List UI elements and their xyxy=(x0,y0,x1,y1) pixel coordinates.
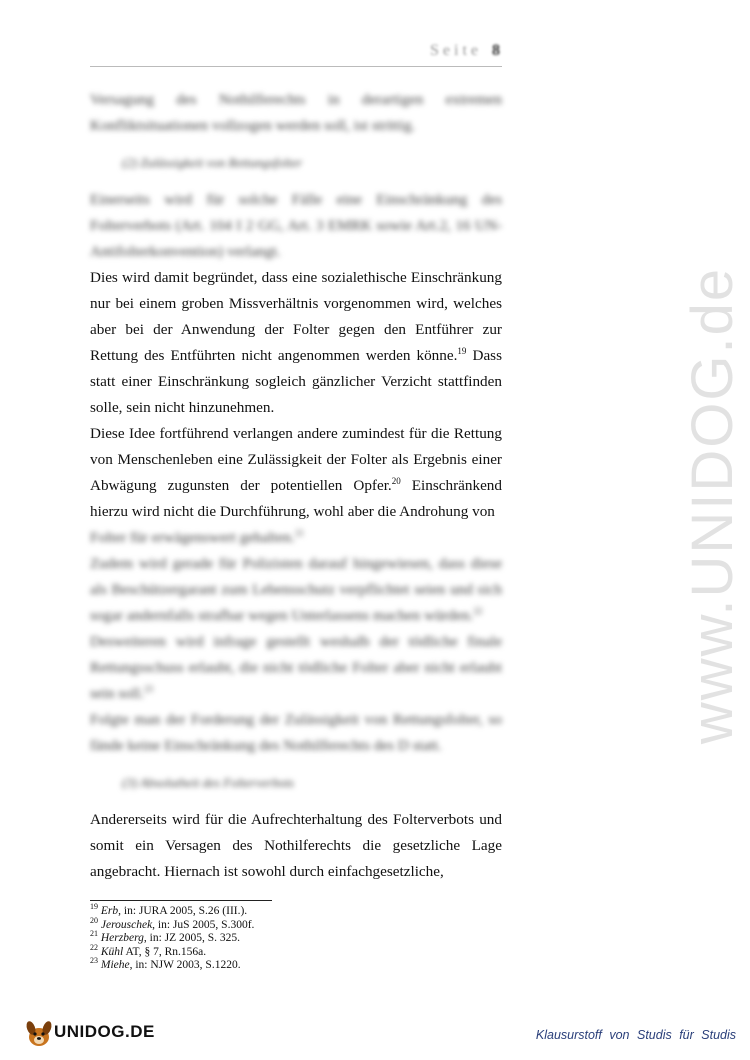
footnotes xyxy=(90,902,502,973)
blurred-paragraph-4: Desweiteren wird infrage gestellt weshalb der tödliche finale Rettungsschuss erlaubt, die nicht tödliche Folter aber nicht erlaubt sein soll.$^{23}$ xyxy=(90,633,502,702)
footnote-19: $^{19}$ Erb, in: JURA 2005, S.26 (III.). xyxy=(90,902,248,917)
logo-text: UNIDOG.DE xyxy=(54,1022,155,1041)
dog-icon xyxy=(22,1016,56,1050)
unidog-logo xyxy=(22,1016,155,1050)
paragraph-andererseits: Andererseits wird für die Aufrechterhaltung des Folterverbots und somit ein Versagen des Nothilferechts die gesetzliche Lage angebracht. Hiernach ist sowohl durch einfachgesetzliche, xyxy=(90,811,502,880)
footer-tagline: Klausurstoff von Studis für Studis xyxy=(535,1028,736,1042)
paragraph-begruendung: Dies wird damit begründet, dass eine sozialethische Einschränkung nur bei einem groben Missverhältnis vorgenommen wird, welches aber bei der Anwendung der Folter gegen den Entführer zur Rettung des Entführten nicht angenommen werden könne.$^{19}$ Dass statt einer Einschränkung sogleich gänzlicher Verzicht stattfinden solle, sein nicht hinzunehmen. xyxy=(90,269,503,416)
page-number-label: Seite 8 xyxy=(430,42,500,59)
subheading-absolutheit: (3) Absolutheit des Folterverbots xyxy=(122,775,294,790)
paragraph-abwaegung: Diese Idee fortführend verlangen andere zumindest für die Rettung von Menschenleben eine Zulässigkeit der Folter als Ergebnis einer Abwägung zugunsten der potentiellen Opfer.$^{20}$ Einschränkend hierzu wird nicht die Durchführung, wohl aber die Androhung von xyxy=(90,425,502,520)
document-body xyxy=(90,87,502,885)
blurred-paragraph-1: Einerseits wird für solche Fälle eine Einschränkung des Folterverbots (Art. 104 I 2 GG, Art. 3 EMRK sowie Art.2, 16 UN-Antifolterkonvention) verlangt. xyxy=(90,191,502,260)
footnote-22: $^{22}$ Kühl AT, § 7, Rn.156a. xyxy=(90,942,207,958)
page-header xyxy=(90,40,502,67)
blurred-paragraph-top: Versagung des Nothilferechts in derartigen extremen Konfliktsituationen vollzogen werden soll, ist strittig. xyxy=(90,91,502,134)
footnote-23: $^{23}$ Miehe, in: NJW 2003, S.1220. xyxy=(90,956,241,972)
footnote-21: $^{21}$ Herzberg, in: JZ 2005, S. 325. xyxy=(90,929,241,945)
blurred-paragraph-5: Folgte man der Forderung der Zulässigkeit von Rettungsfolter, so fände keine Einschränkung des Nothilferechts des D statt. xyxy=(90,711,502,754)
blurred-paragraph-mid: Folter für erwägenswert gehalten.$^{21}$ xyxy=(90,527,304,546)
subheading-rettungsfolter: (2) Zulässigkeit von Rettungsfolter xyxy=(122,155,303,170)
footnote-divider xyxy=(90,900,272,901)
footnote-20: $^{20}$ Jerouschek, in: JuS 2005, S.300f. xyxy=(90,915,255,931)
watermark: www.UNIDOG.de xyxy=(680,266,746,744)
blurred-paragraph-3: Zudem wird gerade für Polizisten darauf hingewiesen, dass diese als Beschützergarant zum Lebensschutz verpflichtet seien und sich sogar andernfalls strafbar wegen Unterlassens machen würden.$^{22}$ xyxy=(90,555,502,624)
